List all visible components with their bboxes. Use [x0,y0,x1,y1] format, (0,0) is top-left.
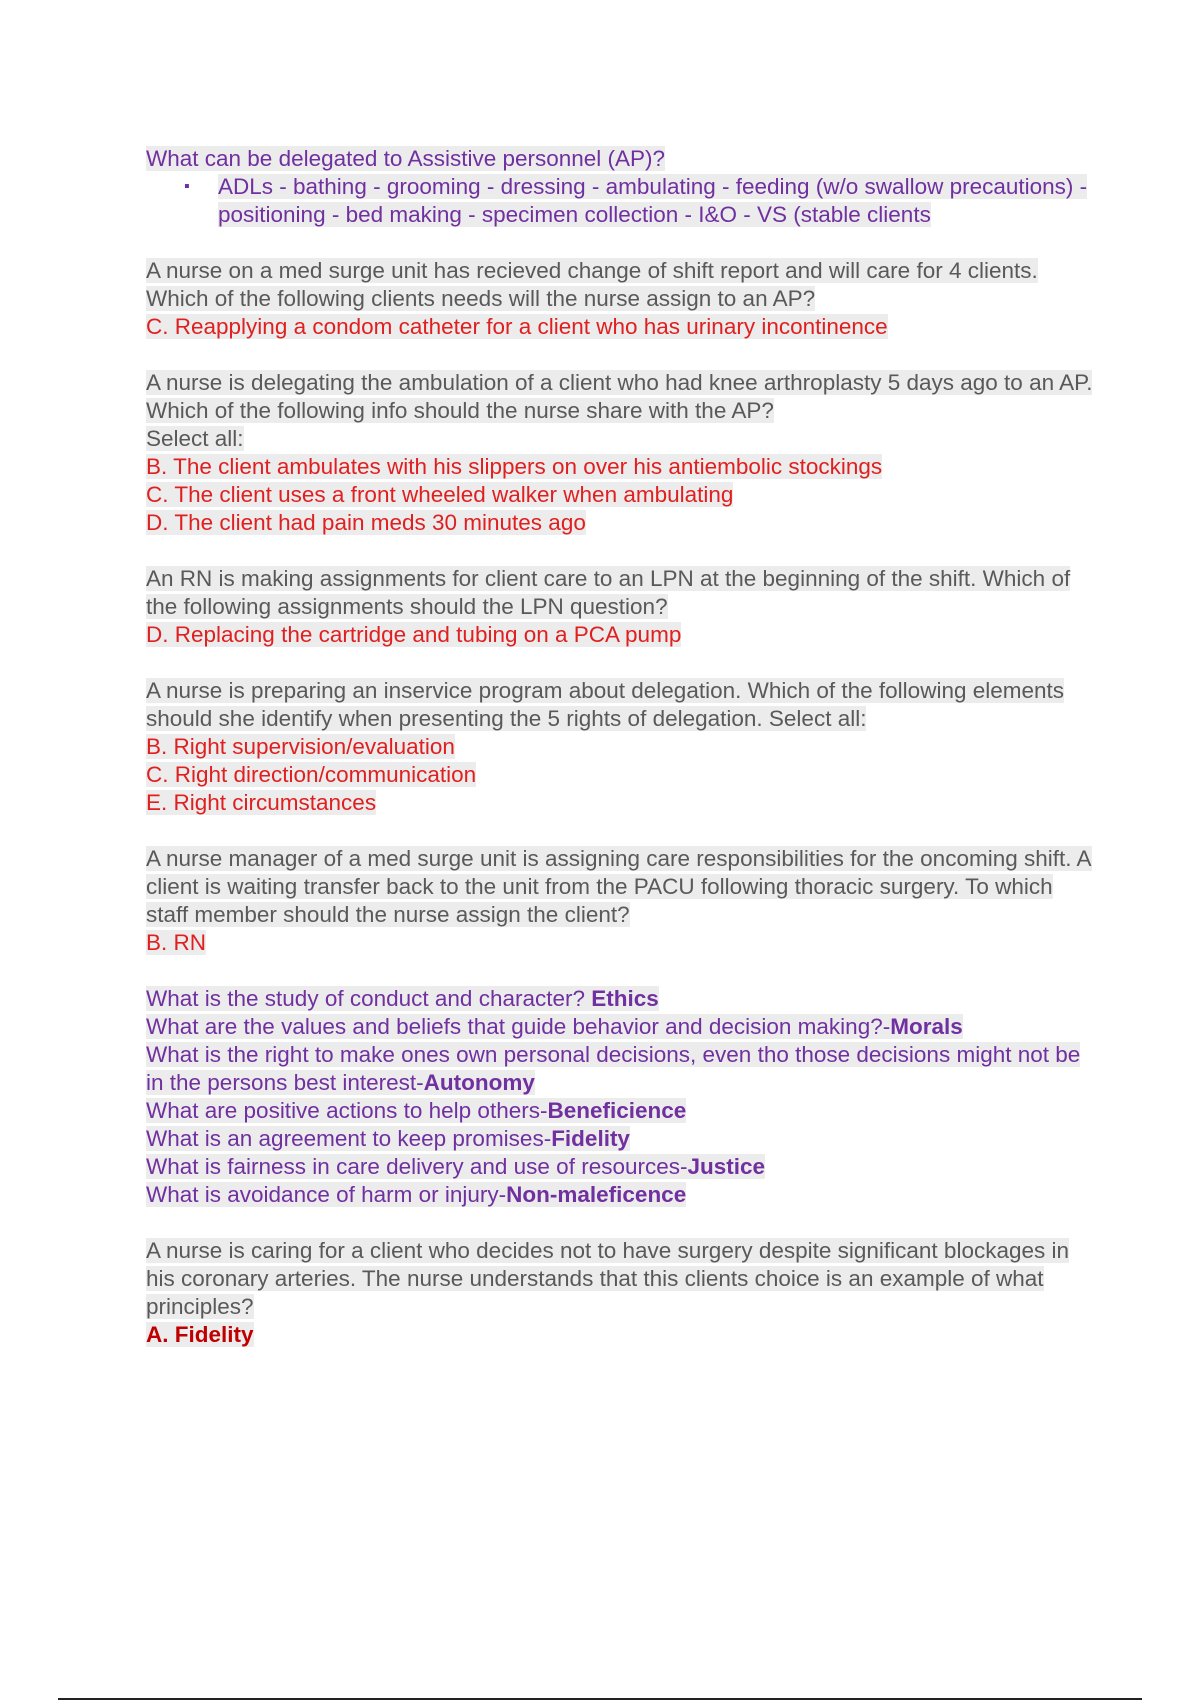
ethics-item-non-maleficence [146,1181,1096,1209]
ethics-term: Ethics [591,986,659,1011]
ethics-prompt: What are positive actions to help others- [146,1098,548,1123]
answer-text: B. Right supervision/evaluation [146,734,455,759]
ethics-item-ethics [146,985,1096,1013]
question-block-5 [146,845,1096,957]
delegation-bullet-list [146,173,1096,229]
question-text: A nurse on a med surge unit has recieved change of shift report and will care for 4 clients. Which of the following clients needs will the nurse assign to an AP? [146,258,1038,311]
ethics-term: Fidelity [551,1126,630,1151]
ethics-term: Justice [687,1154,766,1179]
question-text: A nurse manager of a med surge unit is assigning care responsibilities for the oncoming shift. A client is waiting transfer back to the unit from the PACU following thoracic surgery. To which staff member should the nurse assign the client? [146,846,1092,927]
ethics-term: Morals [890,1014,963,1039]
question-text: A nurse is preparing an inservice program about delegation. Which of the following elements should she identify when presenting the 5 rights of delegation. Select all: [146,678,1065,731]
delegation-section [146,145,1096,229]
answer-text: C. Right direction/communication [146,762,477,787]
question-block-2 [146,369,1096,537]
ethics-item-fidelity [146,1125,1096,1153]
ethics-definitions [146,985,1096,1209]
delegation-question: What can be delegated to Assistive personnel (AP)? [146,146,666,171]
ethics-prompt: What is the right to make ones own personal decisions, even tho those decisions might not be in the persons best interest- [146,1042,1081,1095]
question-instruction: Select all: [146,426,244,451]
ethics-item-beneficience [146,1097,1096,1125]
question-text: A nurse is caring for a client who decides not to have surgery despite significant blockages in his coronary arteries. The nurse understands that this clients choice is an example of what principles? [146,1238,1070,1319]
answer-text: C. The client uses a front wheeled walker when ambulating [146,482,734,507]
ethics-item-autonomy [146,1041,1096,1097]
ethics-prompt: What is fairness in care delivery and use of resources- [146,1154,688,1179]
answer-text: B. The client ambulates with his slippers on over his antiembolic stockings [146,454,883,479]
question-block-1 [146,257,1096,341]
question-text: An RN is making assignments for client care to an LPN at the beginning of the shift. Which of the following assignments should the LPN question? [146,566,1071,619]
question-block-3 [146,565,1096,649]
answer-text: B. RN [146,930,207,955]
answer-text: A. Fidelity [146,1322,254,1347]
answer-text: E. Right circumstances [146,790,377,815]
answer-text: C. Reapplying a condom catheter for a client who has urinary incontinence [146,314,888,339]
ethics-term: Non-maleficence [506,1182,687,1207]
question-block-4 [146,677,1096,817]
delegation-bullet-text: ADLs - bathing - grooming - dressing - ambulating - feeding (w/o swallow precautions) - positioning - bed making - specimen collection - I&O - VS (stable clients [218,174,1088,227]
list-item [146,173,1096,229]
ethics-term: Beneficience [547,1098,687,1123]
ethics-prompt: What is avoidance of harm or injury- [146,1182,507,1207]
question-block-6 [146,1237,1096,1349]
ethics-prompt: What is an agreement to keep promises- [146,1126,552,1151]
answer-text: D. Replacing the cartridge and tubing on a PCA pump [146,622,682,647]
answer-text: D. The client had pain meds 30 minutes ago [146,510,586,535]
ethics-item-morals [146,1013,1096,1041]
ethics-prompt: What is the study of conduct and character? [146,986,592,1011]
square-bullet-icon: ▪ [184,178,190,195]
ethics-prompt: What are the values and beliefs that guide behavior and decision making?- [146,1014,891,1039]
document-page [146,145,1096,1377]
question-text: A nurse is delegating the ambulation of a client who had knee arthroplasty 5 days ago to an AP. Which of the following info should the nurse share with the AP? [146,370,1093,423]
ethics-item-justice [146,1153,1096,1181]
ethics-term: Autonomy [423,1070,535,1095]
